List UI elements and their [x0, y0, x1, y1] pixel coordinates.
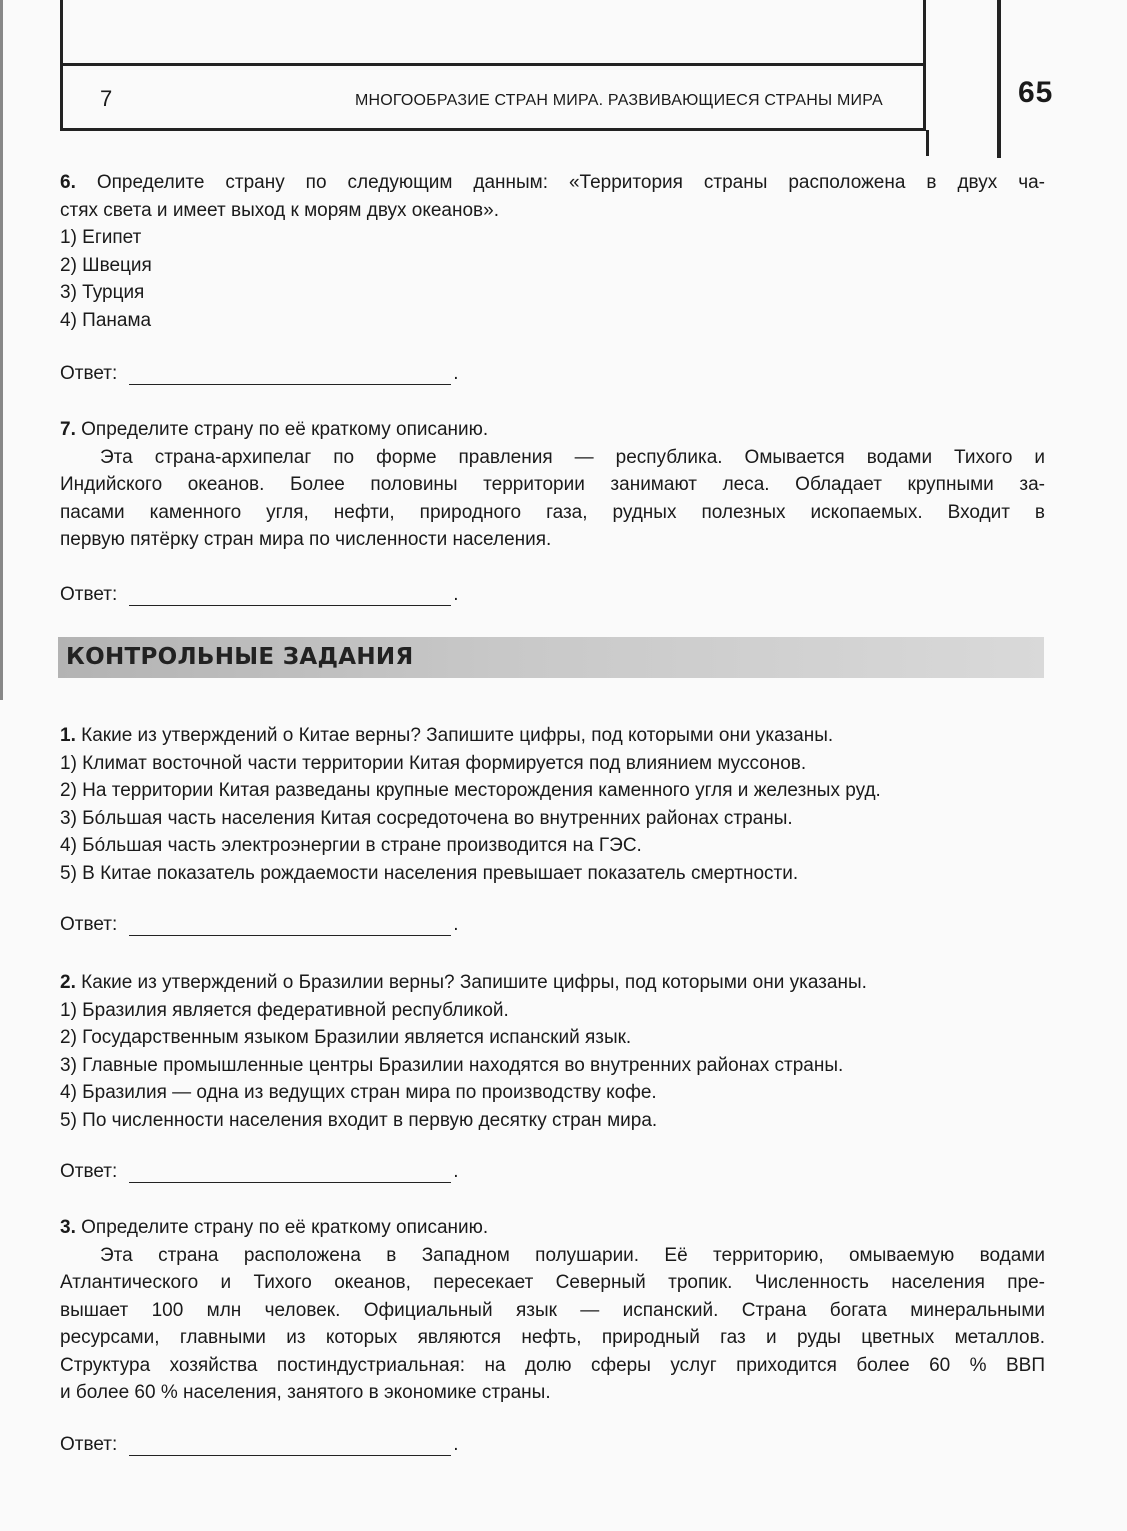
answer-label: Ответ: — [60, 914, 118, 935]
chapter-title: МНОГООБРАЗИЕ СТРАН МИРА. РАЗВИВАЮЩИЕСЯ СТРАНЫ МИРА — [355, 92, 883, 109]
question-6-option-3: 3) Турция — [60, 282, 145, 303]
control-task-2-prompt: 2. Какие из утверждений о Бразилии верны? Запишите цифры, под которыми они указаны. — [60, 972, 867, 993]
answer-period: . — [453, 363, 459, 384]
question-7-desc-line-2: Индийского океанов. Более половины территории занимают леса. Обладает крупными за- — [60, 474, 1045, 495]
answer-c3 — [60, 1434, 459, 1456]
answer-field-q7[interactable] — [129, 585, 451, 606]
control-task-1-prompt: 1. Какие из утверждений о Китае верны? Запишите цифры, под которыми они указаны. — [60, 725, 834, 746]
control-task-2-item-5: 5) По численности населения входит в первую десятку стран мира. — [60, 1109, 658, 1131]
control-task-3-desc-line-4: ресурсами, главными из которых являются нефть, природный газ и руды цветных металлов. — [60, 1327, 1045, 1348]
control-task-1-item-4: 4) Бóльшая часть электроэнергии в стране производится на ГЭС. — [60, 835, 642, 856]
header-divider-stub — [926, 130, 929, 156]
page-left-edge — [0, 0, 3, 700]
answer-field-c3[interactable] — [129, 1435, 451, 1456]
control-task-3-desc-line-3: вышает 100 млн человек. Официальный язык — испанский. Страна богата минеральными — [60, 1299, 1045, 1321]
question-7-desc-line-3: пасами каменного угля, нефти, природного газа, рудных полезных ископаемых. Входит в — [60, 501, 1045, 523]
control-task-1 — [60, 722, 1045, 887]
answer-q6 — [60, 363, 459, 385]
question-6-line-1: 6. Определите страну по следующим данным: «Территория страны расположена в двух ча- — [60, 172, 1045, 193]
answer-q7 — [60, 584, 459, 606]
question-6-option-1: 1) Египет — [60, 227, 142, 248]
control-task-1-item-1: 1) Климат восточной части территории Китая формируется под влиянием муссонов. — [60, 752, 807, 774]
section-banner — [58, 637, 1044, 678]
question-7-prompt: 7. Определите страну по её краткому описанию. — [60, 419, 489, 440]
question-6-option-4: 4) Панама — [60, 309, 152, 331]
answer-period: . — [453, 914, 459, 935]
section-title: КОНТРОЛЬНЫЕ ЗАДАНИЯ — [66, 644, 414, 670]
control-task-2-item-2: 2) Государственным языком Бразилии является испанский язык. — [60, 1027, 632, 1048]
answer-period: . — [453, 1434, 459, 1455]
chapter-number: 7 — [100, 86, 113, 111]
question-6-number: 6. — [60, 172, 76, 193]
answer-field-q6[interactable] — [129, 364, 451, 385]
control-task-1-item-2: 2) На территории Китая разведаны крупные месторождения каменного угля и железных руд. — [60, 780, 881, 801]
control-task-1-item-5: 5) В Китае показатель рождаемости населения превышает показатель смертности. — [60, 862, 799, 884]
control-task-2 — [60, 969, 1045, 1134]
answer-label: Ответ: — [60, 584, 118, 605]
answer-c2 — [60, 1161, 459, 1183]
question-7 — [60, 416, 1045, 554]
control-task-3-desc-line-1: Эта страна расположена в Западном полушарии. Её территорию, омываемую водами — [100, 1244, 1045, 1266]
question-7-desc-line-4: первую пятёрку стран мира по численности населения. — [60, 529, 552, 550]
question-7-number: 7. — [60, 419, 76, 440]
control-task-2-item-4: 4) Бразилия — одна из ведущих стран мира по производству кофе. — [60, 1082, 657, 1103]
control-task-3-desc-line-6: и более 60 % населения, занятого в экономике страны. — [60, 1382, 551, 1403]
answer-label: Ответ: — [60, 1161, 118, 1182]
vertical-rule — [997, 0, 1001, 158]
control-task-3-desc-line-5: Структура хозяйства постиндустриальная: на долю сферы услуг приходится более 60 % ВВП — [60, 1354, 1045, 1376]
page-number: 65 — [1018, 76, 1054, 109]
question-6 — [60, 169, 1045, 334]
control-task-3-desc-line-2: Атлантического и Тихого океанов, пересекает Северный тропик. Численность населения пре- — [60, 1272, 1045, 1293]
control-task-1-item-3: 3) Бóльшая часть населения Китая сосредоточена во внутренних районах страны. — [60, 807, 793, 829]
control-task-1-number: 1. — [60, 725, 76, 746]
answer-label: Ответ: — [60, 1434, 118, 1455]
question-7-desc-line-1: Эта страна-архипелаг по форме правления — республика. Омывается водами Тихого и — [100, 446, 1045, 468]
control-task-3-number: 3. — [60, 1217, 76, 1238]
answer-label: Ответ: — [60, 363, 118, 384]
control-task-3 — [60, 1214, 1045, 1407]
question-6-line-2: стях света и имеет выход к морям двух океанов». — [60, 199, 499, 221]
answer-period: . — [453, 1161, 459, 1182]
control-task-2-number: 2. — [60, 972, 76, 993]
question-6-option-2: 2) Швеция — [60, 254, 152, 276]
control-task-3-prompt: 3. Определите страну по её краткому описанию. — [60, 1217, 489, 1238]
control-task-2-item-1: 1) Бразилия является федеративной республикой. — [60, 999, 509, 1021]
control-task-2-item-3: 3) Главные промышленные центры Бразилии находятся во внутренних районах страны. — [60, 1054, 844, 1076]
answer-field-c1[interactable] — [129, 915, 451, 936]
answer-field-c2[interactable] — [129, 1162, 451, 1183]
answer-c1 — [60, 914, 459, 936]
answer-period: . — [453, 584, 459, 605]
